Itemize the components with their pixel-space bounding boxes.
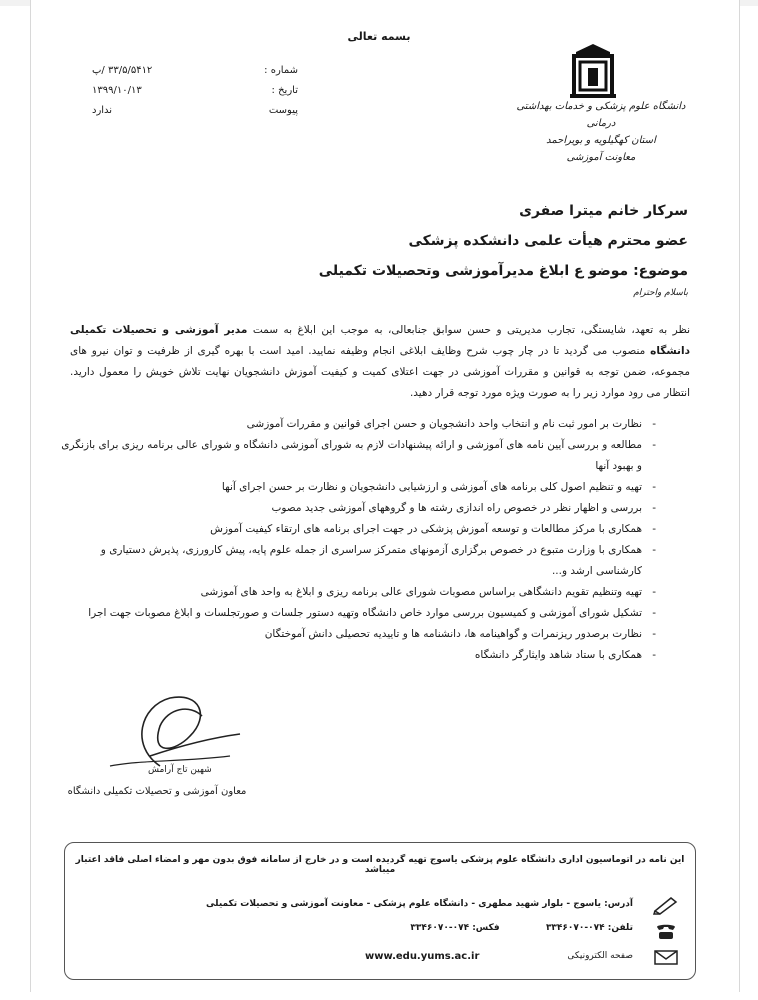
duty-item: - تهیه وتنظیم تقویم دانشگاهی براساس مصوبات شورای عالی برنامه ریزی و ابلاغ به واحد های آموزشی	[60, 582, 660, 603]
footer-note: این نامه در اتوماسیون اداری دانشگاه علوم پزشکی یاسوج تهیه گردیده است و در خارج از سامانه فوق بدون مهر و امضاء اصلی فاقد اعتبار میباشد	[75, 855, 685, 875]
basmala: بسمه تعالی	[347, 30, 411, 43]
number-row	[88, 60, 298, 80]
body-bold: مدیر آموزشی و تحصیلات تکمیلی دانشگاه	[70, 324, 690, 357]
letter-body	[70, 320, 690, 404]
body-part1: نظر به تعهد، شایستگی، تجارب مدیریتی و حسن سوابق جنابعالی، به موجب این ابلاغ به سمت	[247, 324, 690, 336]
pen-icon	[651, 895, 681, 915]
footer-website-label: صفحه الکترونیکی	[567, 951, 633, 961]
number-value: ۳۳/۵/۵۴۱۲ /پ	[92, 64, 153, 76]
letter-meta	[88, 60, 298, 120]
signature-icon	[90, 686, 250, 776]
phone-icon	[651, 921, 681, 941]
footer-address: آدرس: یاسوج - بلوار شهید مطهری - دانشگاه علوم پزشکی - معاونت آموزشی و تحصیلات تکمیلی	[206, 899, 633, 909]
recipient: سرکار خانم میترا صفری	[519, 203, 688, 219]
org-line2: استان کهگیلویه و بویراحمد	[546, 135, 656, 146]
duty-item: - همکاری با وزارت متبوع در خصوص برگزاری آزمونهای متمرکز سراسری از جمله علوم پایه، پیش کارورزی، پذیرش دستیاری و کارشناسی ارشد و...	[60, 540, 660, 582]
attachment-value: ندارد	[92, 104, 113, 116]
duty-item: - مطالعه و بررسی آیین نامه های آموزشی و ارائه پیشنهادات لازم به شورای آموزشی دانشگاه و شورای عالی برنامه ریزی برای بازنگری و بهبود آنها	[60, 435, 660, 477]
duty-item: - نظارت برصدور ریزنمرات و گواهینامه ها، دانشنامه ها و تاییدیه تحصیلی دانش آموختگان	[60, 624, 660, 645]
org-line3: معاونت آموزشی	[566, 152, 636, 163]
university-logo-icon	[566, 42, 620, 100]
number-label: شماره :	[264, 64, 298, 76]
duty-item: - تهیه و تنظیم اصول کلی برنامه های آموزشی و ارزشیابی دانشجویان و نظارت بر حسن اجرای آنها	[60, 477, 660, 498]
duty-item: - بررسی و اظهار نظر در خصوص راه اندازی رشته ها و گروههای آموزشی جدید مصوب	[60, 498, 660, 519]
footer-website[interactable]: www.edu.yums.ac.ir	[365, 951, 480, 962]
footer-contact	[410, 923, 633, 933]
signatory-name: شهین تاج آرامش	[148, 765, 212, 775]
letter-footer	[64, 842, 696, 980]
footer-fax: فکس: ۰۷۴-۳۳۴۶۰۷۰	[410, 923, 500, 933]
greeting: باسلام واحترام	[633, 288, 688, 298]
recipient-position: عضو محترم هیأت علمی دانشکده پزشکی	[408, 233, 688, 249]
body-part2: منصوب می گردید تا در چار چوب شرح وظایف ابلاغی انجام وظیفه نمایید. امید است با بهره گیری از ظرفیت و توان نیرو های مجموعه، ضمن توجه به قوانین و مقررات آموزشی در جهت اعتلای کمیت و کیفیت آموزش دانشجویان نهایت تلاش خویش را معمول دارید. انتظار می رود موارد زیر را به صورت ویژه مورد توجه قرار دهید.	[70, 345, 690, 399]
duty-item: - همکاری با مرکز مطالعات و توسعه آموزش پزشکی در جهت اجرای برنامه های ارتقاء کیفیت آموزش	[60, 519, 660, 540]
signatory-title: معاون آموزشی و تحصیلات تکمیلی دانشگاه	[67, 786, 247, 797]
footer-phone: تلفن: ۰۷۴-۳۳۴۶۰۷۰	[545, 923, 633, 933]
org-line1: دانشگاه علوم پزشکی و خدمات بهداشتی درمانی	[516, 101, 686, 129]
duty-item: - تشکیل شورای آموزشی و کمیسیون بررسی موارد خاص دانشگاه وتهیه دستور جلسات و صورتجلسات و ابلاغ مصوبات جهت اجرا	[60, 603, 660, 624]
duty-item: - نظارت بر امور ثبت نام و انتخاب واحد دانشجویان و حسن اجرای قوانین و مقررات آموزشی	[60, 414, 660, 435]
org-block	[506, 98, 696, 166]
envelope-icon	[651, 947, 681, 967]
date-label: تاریخ :	[271, 84, 298, 96]
date-value: ۱۳۹۹/۱۰/۱۳	[92, 84, 142, 96]
duties-list	[60, 414, 660, 666]
attachment-row	[88, 100, 298, 120]
addressee-block	[319, 196, 688, 286]
date-row	[88, 80, 298, 100]
attachment-label: پیوست	[268, 104, 298, 116]
subject: موضوع: موضو ع ابلاغ مدیرآموزشی وتحصیلات تکمیلی	[318, 263, 688, 279]
duty-item: - همکاری با ستاد شاهد وایثارگر دانشگاه	[60, 645, 660, 666]
